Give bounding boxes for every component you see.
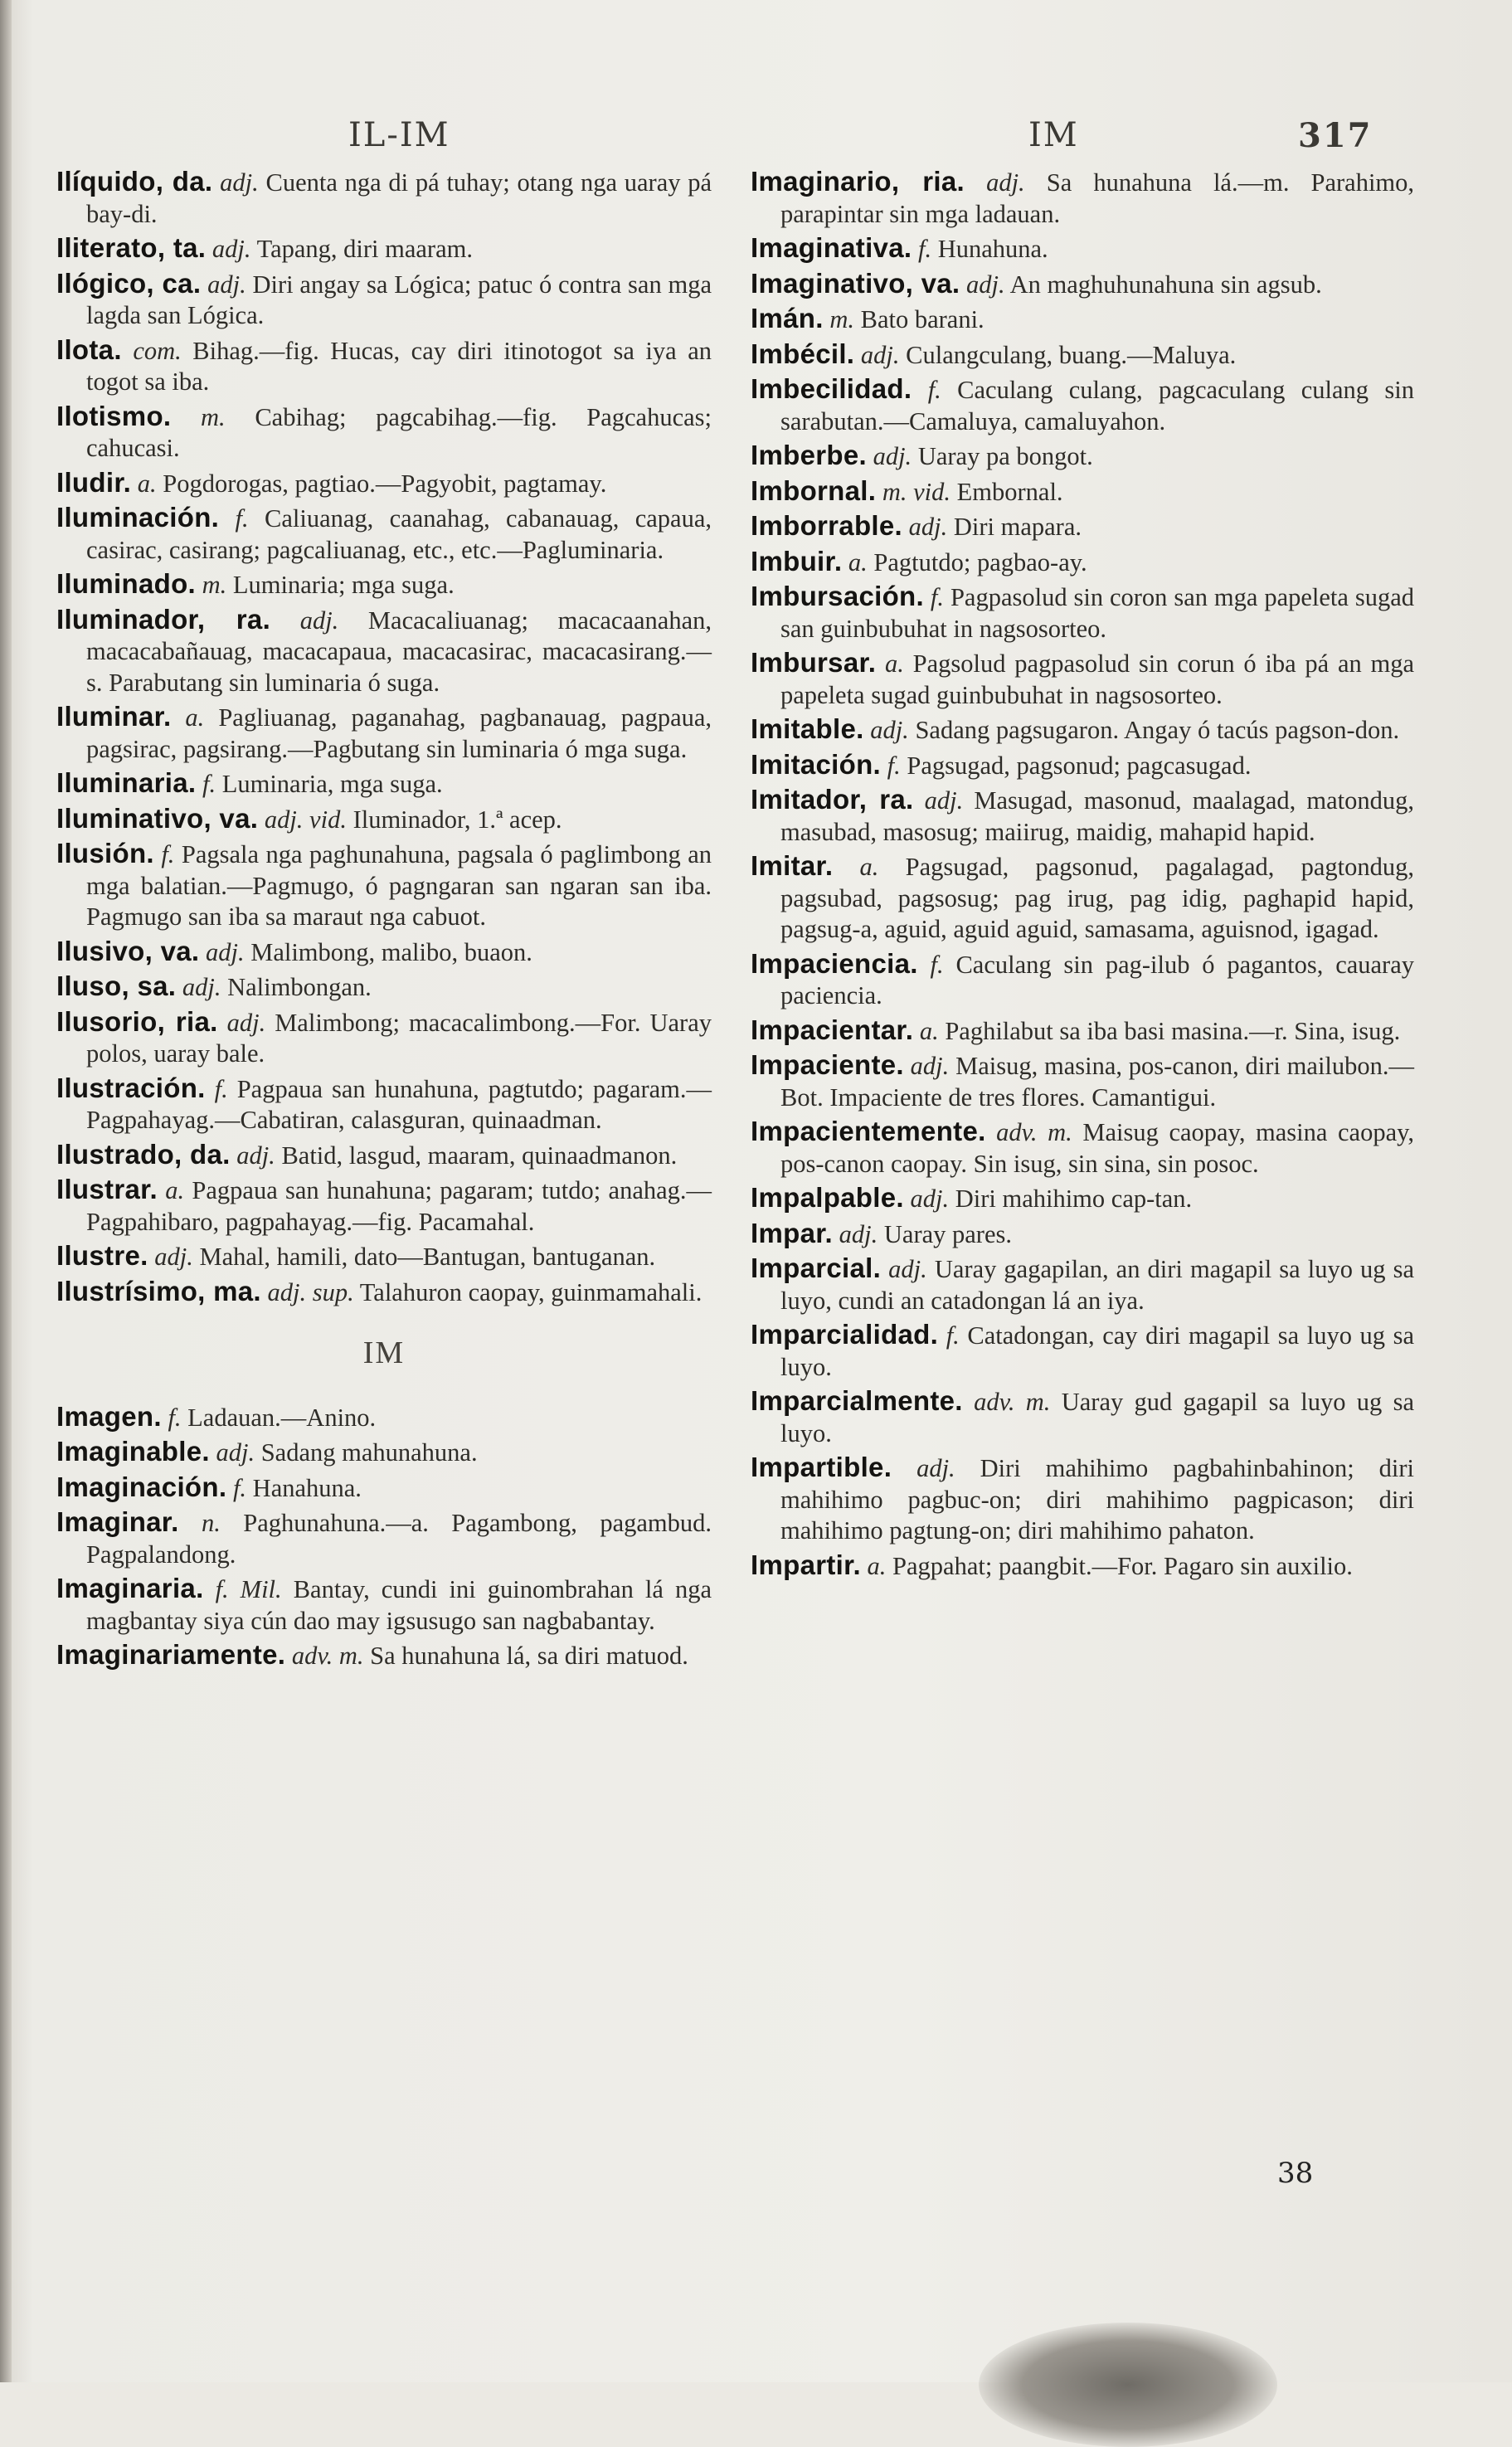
entry-definition: Cuenta nga di pá tuhay; otang nga uaray pá bay-di. (86, 168, 712, 228)
entry-grammar: a. (185, 703, 205, 732)
entry-grammar: a. (848, 547, 868, 576)
entry-headword: Impacientemente. (751, 1116, 986, 1146)
entry-headword: Impaciente. (751, 1049, 904, 1080)
entry-definition: Pagtutdo; pagbao-ay. (873, 547, 1087, 576)
dictionary-entry (56, 1006, 712, 1070)
entry-definition: Hanahuna. (252, 1473, 362, 1502)
dictionary-entry (56, 1401, 712, 1434)
entry-headword: Imbecilidad. (751, 373, 912, 404)
dictionary-entry (751, 510, 1414, 543)
entry-grammar: a. (867, 1551, 887, 1580)
dictionary-entry (56, 1472, 712, 1505)
book-spine-edge (0, 0, 12, 2382)
dictionary-entry (56, 1139, 712, 1172)
entry-definition: Cabihag; pagcabihag.—fig. Pagcahucas; cahucasi. (86, 402, 712, 462)
entry-grammar: f. (917, 235, 932, 263)
entry-definition: Uaray pa bongot. (917, 442, 1093, 470)
entry-headword: Imberbe. (751, 440, 867, 470)
entry-grammar: n. (202, 1509, 221, 1537)
entry-headword: Imbursación. (751, 581, 924, 611)
printer-mark: 38 (1277, 2157, 1314, 2190)
entry-definition: Caculang sin pag-ilub ó pagantos, cauaray paciencia. (780, 950, 1415, 1009)
entry-headword: Imitable. (751, 713, 864, 744)
dictionary-entry (56, 1436, 712, 1469)
entry-grammar: a. (137, 469, 157, 498)
running-head-left: IL-IM (348, 116, 450, 154)
entry-grammar: a. (165, 1176, 185, 1204)
entry-grammar: a. (919, 1016, 939, 1045)
entry-definition: Pagliuanag, paganahag, pagbanauag, pagpaua, pagsirac, pagsirang.—Pagbutang sin luminaria ó mga suga. (86, 703, 712, 763)
entry-definition: Diri mahihimo pagbahinbahinon; diri mahihimo pagbuc-on; diri mahihimo pagpicason; diri mahihimo pagtung-on; diri mahihimo pahaton. (780, 1454, 1415, 1545)
entry-definition: Maisug caopay, masina caopay, pos-canon caopay. Sin isug, sin sina, sin posoc. (780, 1118, 1414, 1178)
dictionary-entry (56, 701, 712, 765)
entry-headword: Ilustrado, da. (56, 1138, 231, 1170)
dictionary-entry (751, 784, 1414, 848)
entry-headword: Iludir. (56, 466, 132, 498)
entry-definition: Pagsugad, pagsonud, pagalagad, pagtondug, pagsubad, pagsosug; pag irug, pag idig, paghapid hapid, pagsug-a, aguid, aguid aguid, samasama, aguisnod, igagad. (780, 853, 1415, 943)
entry-grammar: f. (202, 770, 216, 798)
entry-headword: Imparcialmente. (751, 1385, 963, 1416)
dictionary-entry (56, 971, 712, 1004)
entry-grammar: adv. m. (996, 1118, 1072, 1146)
entry-grammar: a. (859, 853, 879, 881)
entry-definition: Luminaria, mga suga. (221, 770, 443, 798)
entry-grammar: f. (168, 1403, 182, 1432)
dictionary-entry (751, 268, 1414, 301)
entry-definition: Caculang culang, pagcaculang culang sin sarabutan.—Camaluya, camaluyahon. (780, 376, 1414, 435)
entry-definition: Pagpasolud sin coron san mga papeleta sugad san guinbubuhat in nagsosorteo. (780, 583, 1415, 643)
dictionary-entry (751, 1116, 1414, 1180)
dictionary-entry (751, 1014, 1414, 1048)
entry-definition: Sadang mahunahuna. (260, 1438, 478, 1467)
entry-headword: Impalpable. (751, 1182, 904, 1213)
entry-grammar: adj. (207, 270, 246, 299)
dictionary-entry (751, 713, 1414, 747)
entry-definition: Ladauan.—Anino. (187, 1403, 377, 1432)
entry-headword: Ilustración. (56, 1072, 206, 1103)
entry-grammar: f. (214, 1074, 228, 1103)
entry-grammar: adj. (299, 606, 339, 635)
entry-headword: Iluminación. (56, 502, 220, 533)
entry-headword: Ilusorio, ria. (56, 1005, 218, 1037)
entry-headword: Imbornal. (751, 474, 877, 506)
entry-headword: Imparcialidad. (751, 1319, 939, 1350)
entry-definition: Sa hunahuna lá.—m. Parahimo, parapintar sin mga ladauan. (780, 168, 1415, 228)
entry-grammar: m. (201, 402, 226, 431)
dictionary-entry (751, 948, 1414, 1012)
entry-definition: Luminaria; mga suga. (232, 571, 455, 599)
entry-grammar: adj. (226, 1008, 266, 1037)
entry-definition: Maisug, masina, pos-canon, diri mailubon.—Bot. Impaciente de tres flores. Camantigui. (780, 1052, 1415, 1112)
dictionary-entry (56, 1240, 712, 1273)
entry-definition: Malimbong; macacalimbong.—For. Uaray polos, uaray bale. (86, 1008, 712, 1068)
dictionary-entry (56, 268, 712, 332)
entry-headword: Imaginación. (56, 1471, 227, 1502)
entry-definition: Diri mahihimo cap-tan. (955, 1185, 1193, 1213)
dictionary-entry (751, 1452, 1414, 1547)
entry-headword: Ilusión. (56, 838, 154, 868)
entry-definition: Sa hunahuna lá, sa diri matuod. (370, 1642, 688, 1670)
entry-grammar: f. (927, 376, 941, 404)
entry-definition: Masugad, masonud, maalagad, matondug, masubad, masosug; maiirug, maidig, mahapid hapid. (780, 786, 1415, 846)
dictionary-entry (56, 1573, 712, 1637)
entry-definition: Pagsala nga paghunahuna, pagsala ó paglimbong an mga balatian.—Pagmugo, ó pagngaran san ngaran san iba. Pagmugo san iba sa maraut nga cabuot. (86, 840, 712, 931)
entry-headword: Iluminativo, va. (56, 802, 259, 834)
entry-headword: Imbuir. (751, 545, 843, 576)
dictionary-entry (751, 475, 1414, 508)
entry-grammar: adj. (839, 1219, 878, 1248)
entry-definition: Embornal. (956, 477, 1063, 506)
dictionary-entry (56, 1174, 712, 1238)
entry-grammar: adj. sup. (267, 1277, 354, 1306)
entry-grammar: adj. (916, 1454, 955, 1482)
entry-definition: Pagpahat; paangbit.—For. Pagaro sin auxilio. (892, 1551, 1353, 1580)
entry-grammar: m. (202, 571, 227, 599)
dictionary-entry (56, 502, 712, 566)
entry-grammar: adj. (986, 168, 1025, 197)
dictionary-entry (751, 581, 1414, 645)
dictionary-entry (751, 1319, 1414, 1383)
right-column (751, 166, 1414, 1584)
entry-headword: Ilógico, ca. (56, 267, 202, 299)
thumb-shadow (979, 2323, 1277, 2447)
entry-definition: Nalimbongan. (227, 973, 372, 1001)
entry-definition: Pogdorogas, pagtiao.—Pagyobit, pagtamay. (163, 469, 607, 498)
entry-grammar: f. (930, 950, 944, 979)
entry-definition: Paghunahuna.—a. Pagambong, pagambud. Pagpalandong. (86, 1509, 712, 1569)
dictionary-entry (56, 936, 712, 969)
entry-definition: Talahuron caopay, guinmamahali. (359, 1277, 703, 1306)
entry-definition: Pagpaua san hunahuna; pagaram; tutdo; anahag.—Pagpahibaro, pagpahayag.—fig. Pacamahal. (86, 1176, 712, 1236)
entry-grammar: adj. (236, 1141, 275, 1170)
entry-headword: Imparcial. (751, 1253, 882, 1283)
entry-definition: Bato barani. (860, 305, 985, 333)
dictionary-entry (751, 303, 1414, 336)
entry-grammar: adj. (910, 1185, 950, 1213)
entry-definition: Bihag.—fig. Hucas, cay diri itinotogot sa iya an togot sa iba. (86, 336, 712, 396)
dictionary-entry (56, 166, 712, 230)
dictionary-entry (751, 1182, 1414, 1215)
entry-grammar: adj. (220, 168, 259, 197)
page-number: 317 (1298, 116, 1373, 155)
entry-headword: Ilustre. (56, 1240, 148, 1271)
entry-headword: Imitación. (751, 748, 882, 780)
entry-headword: Iluminador, ra. (56, 603, 271, 635)
entry-headword: Ilíquido, da. (56, 166, 213, 197)
entry-grammar: adj. (216, 1438, 255, 1467)
dictionary-entry (56, 334, 712, 398)
dictionary-entry (751, 373, 1414, 437)
entry-grammar: f. Mil. (215, 1575, 282, 1603)
entry-grammar: adj. (966, 270, 1005, 299)
entry-grammar: f. (930, 583, 945, 611)
dictionary-entry (56, 604, 712, 699)
dictionary-entry (56, 467, 712, 500)
entry-headword: Impaciencia. (751, 947, 918, 979)
left-column (56, 166, 712, 1675)
entry-grammar: a. (885, 649, 904, 678)
entry-grammar: adj. (182, 973, 221, 1001)
dictionary-entry (751, 647, 1414, 711)
entry-headword: Iluminaria. (56, 767, 197, 798)
entry-grammar: adj. (888, 1255, 927, 1283)
running-head-right: IM (1028, 116, 1079, 154)
entry-grammar: adv. m. (974, 1388, 1051, 1416)
entry-headword: Imaginaria. (56, 1573, 204, 1603)
entry-definition: An maghuhunahuna sin agsub. (1009, 270, 1322, 299)
dictionary-entry (56, 568, 712, 601)
entry-headword: Iluso, sa. (56, 971, 177, 1001)
entry-headword: Ilotismo. (56, 400, 172, 431)
entry-grammar: adj. (205, 937, 245, 966)
dictionary-entry (56, 1506, 712, 1570)
entry-headword: Imitador, ra. (751, 784, 914, 815)
dictionary-entry (56, 803, 712, 836)
dictionary-entry (56, 1639, 712, 1672)
entry-definition: Catadongan, cay diri magapil sa luyo ug sa luyo. (780, 1321, 1415, 1381)
entry-grammar: f. (946, 1321, 960, 1350)
dictionary-entry (56, 401, 712, 465)
entry-grammar: adj. (211, 235, 251, 263)
entry-grammar: adj. (154, 1243, 193, 1271)
entry-headword: Impacientar. (751, 1014, 914, 1045)
entry-definition: Diri mapara. (953, 513, 1082, 541)
entry-grammar: adj. (870, 716, 909, 744)
dictionary-entry (56, 838, 712, 933)
entry-grammar: m. vid. (882, 477, 951, 506)
entry-headword: Iluminar. (56, 701, 172, 732)
entry-definition: Pagpaua san hunahuna, pagtutdo; pagaram.—Pagpahayag.—Cabatiran, calasguran, quinaadman. (86, 1074, 712, 1134)
entry-grammar: adj. (873, 442, 912, 470)
entry-headword: Ilustrar. (56, 1174, 158, 1204)
dictionary-entry (751, 1385, 1414, 1449)
entry-headword: Impartir. (751, 1549, 861, 1580)
entry-definition: Uaray gagapilan, an diri magapil sa luyo ug sa luyo, cundi an catadongan lá an iya. (780, 1255, 1415, 1315)
entry-definition: Paghilabut sa iba basi masina.—r. Sina, isug. (945, 1016, 1401, 1045)
entry-grammar: adj. vid. (264, 805, 347, 834)
entry-definition: Iluminador, 1.ª acep. (352, 805, 562, 834)
entry-definition: Malimbong, malibo, buaon. (250, 937, 532, 966)
entry-headword: Imbursar. (751, 647, 877, 678)
entry-definition: Tapang, diri maaram. (256, 235, 473, 263)
entry-headword: Impar. (751, 1217, 834, 1248)
entry-definition: Pagsugad, pagsonud; pagcasugad. (907, 751, 1252, 780)
entry-headword: Ilota. (56, 333, 122, 365)
entry-headword: Imaginariamente. (56, 1639, 286, 1670)
dictionary-entry (56, 1073, 712, 1136)
dictionary-entry (751, 850, 1414, 946)
entry-grammar: adj. (908, 513, 948, 541)
entry-definition: Batid, lasgud, maaram, quinaadmanon. (281, 1141, 678, 1170)
entry-definition: Pagsolud pagpasolud sin corun ó iba pá an mga papeleta sugad guinbubuhat in nagsosorteo. (780, 649, 1414, 709)
entry-headword: Imitar. (751, 850, 834, 881)
dictionary-entry (751, 166, 1414, 230)
dictionary-entry (751, 1253, 1414, 1316)
dictionary-entry (751, 1549, 1414, 1583)
dictionary-entry (751, 338, 1414, 372)
dictionary-entry (56, 1276, 712, 1309)
entry-definition: Mahal, hamili, dato—Bantugan, bantuganan. (199, 1243, 656, 1271)
entry-definition: Caliuanag, caanahag, cabanauag, capaua, casirac, casirang; pagcaliuanag, etc., etc.—Pagluminaria. (86, 504, 712, 564)
entry-grammar: adj. (924, 786, 964, 815)
entry-headword: Ilustrísimo, ma. (56, 1275, 261, 1306)
section-heading: IM (362, 1335, 406, 1370)
dictionary-entry (56, 767, 712, 800)
entry-headword: Imaginativa. (751, 232, 912, 263)
dictionary-entry (56, 232, 712, 265)
dictionary-entry (751, 749, 1414, 782)
entry-headword: Imán. (751, 303, 824, 333)
entry-headword: Iluminado. (56, 568, 196, 599)
entry-grammar: m. (829, 305, 854, 333)
dictionary-entry (751, 546, 1414, 579)
entry-definition: Culangculang, buang.—Maluya. (906, 340, 1237, 369)
dictionary-entry (751, 1049, 1414, 1113)
entry-headword: Imborrable. (751, 510, 903, 541)
dictionary-entry (751, 232, 1414, 265)
dictionary-entry (751, 1218, 1414, 1251)
entry-headword: Imaginativo, va. (751, 267, 960, 299)
entry-definition: Uaray pares. (883, 1219, 1012, 1248)
entry-headword: Imaginario, ria. (751, 166, 965, 197)
entry-grammar: f. (232, 1473, 247, 1502)
dictionary-entry (751, 440, 1414, 473)
entry-headword: Imagen. (56, 1400, 162, 1432)
entry-grammar: f. (887, 751, 901, 780)
entry-headword: Iliterato, ta. (56, 232, 207, 263)
entry-headword: Ilusivo, va. (56, 935, 200, 966)
entry-definition: Diri angay sa Lógica; patuc ó contra san mga lagda san Lógica. (86, 270, 712, 329)
entry-grammar: adj. (860, 340, 900, 369)
entry-headword: Impartible. (751, 1452, 892, 1482)
entry-definition: Bantay, cundi ini guinombrahan lá nga magbantay siya cún dao may igsusugo san nagbabantay. (86, 1575, 712, 1635)
entry-grammar: f. (161, 840, 175, 868)
entry-definition: Macacaliuanag; macacaanahan, macacabañauag, macacapaua, macacasirac, macacasirang.—s. Parabutang sin luminaria ó suga. (86, 606, 712, 697)
entry-headword: Imaginable. (56, 1436, 210, 1467)
entry-grammar: com. (133, 336, 182, 365)
entry-definition: Sadang pagsugaron. Angay ó tacús pagson-don. (915, 716, 1400, 744)
entry-definition: Uaray gud gagapil sa luyo ug sa luyo. (780, 1388, 1415, 1447)
entry-headword: Imaginar. (56, 1506, 179, 1537)
entry-grammar: adj. (910, 1052, 950, 1080)
entry-definition: Hunahuna. (937, 235, 1048, 263)
entry-headword: Imbécil. (751, 338, 855, 369)
entry-grammar: adv. m. (291, 1642, 364, 1670)
entry-grammar: f. (235, 504, 249, 533)
